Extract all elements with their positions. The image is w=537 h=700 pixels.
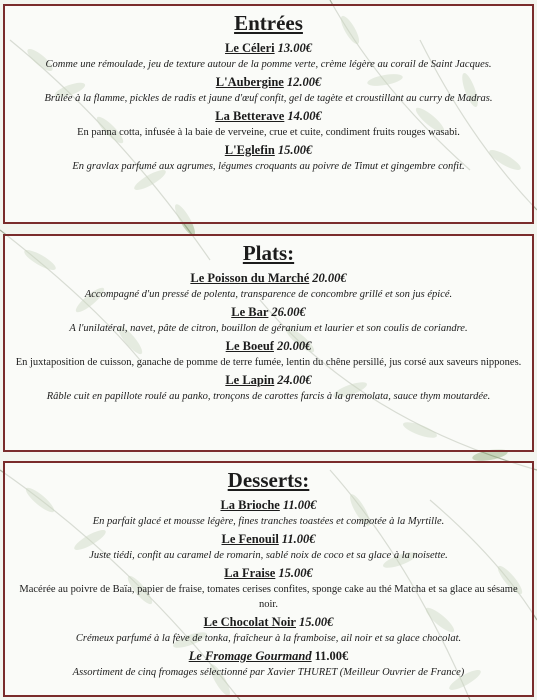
menu-item	[5, 530, 532, 563]
item-description: Brûlée à la flamme, pickles de radis et jaune d'œuf confit, gel de tagète et croustillant au curry de Madras.	[44, 93, 493, 104]
item-name: Le Lapin	[225, 373, 275, 387]
menu-item	[5, 371, 532, 404]
item-description: En panna cotta, infusée à la baie de verveine, crue et cuite, condiment fruits rouges wasabi.	[77, 127, 460, 138]
item-name: Le Boeuf	[225, 339, 274, 353]
menu-item	[5, 73, 532, 106]
item-name: Le Céleri	[224, 41, 275, 55]
menu-item	[5, 303, 532, 336]
item-price: 24.00€	[277, 373, 312, 387]
item-name: Le Fenouil	[221, 532, 279, 546]
item-name: Le Chocolat Noir	[203, 615, 296, 629]
item-description: Juste tiédi, confit au caramel de romarin, sablé noix de coco et sa glace à la noisette.	[89, 550, 448, 561]
item-description: Assortiment de cinq fromages sélectionné par Xavier THURET (Meilleur Ouvrier de France)	[72, 667, 465, 678]
item-description: En juxtaposition de cuisson, ganache de pomme de terre fumée, lentin du chêne persillé, jus corsé aux saveurs nippones.	[15, 357, 522, 368]
menu-item	[5, 564, 532, 612]
item-price: 11.00€	[314, 649, 349, 663]
menu-item	[5, 141, 532, 174]
item-price: 14.00€	[287, 109, 322, 123]
item-name: L'Eglefin	[224, 143, 275, 157]
item-price: 26.00€	[271, 305, 306, 319]
item-name: La Fraise	[224, 566, 276, 580]
item-price: 11.00€	[282, 498, 317, 512]
menu-item	[5, 613, 532, 646]
item-price: 15.00€	[298, 615, 334, 629]
section-title: Desserts:	[227, 468, 310, 492]
item-name: Le Bar	[231, 305, 269, 319]
item-description: A l'unilatéral, navet, pâte de citron, bouillon de géranium et laurier et son coulis de coriandre.	[69, 323, 468, 334]
item-name: La Brioche	[220, 498, 280, 512]
section-desserts	[3, 461, 534, 697]
section-plats	[3, 234, 534, 452]
item-price: 12.00€	[286, 75, 322, 89]
item-name: Le Poisson du Marché	[190, 271, 310, 285]
item-name: Le Fromage Gourmand	[188, 649, 312, 663]
section-entrees	[3, 4, 534, 224]
item-price: 15.00€	[278, 566, 313, 580]
item-description: Accompagné d'un pressé de polenta, transparence de concombre grillé et son jus épicé.	[84, 289, 453, 300]
menu-item	[5, 337, 532, 370]
item-description: Comme une rémoulade, jeu de texture autour de la pomme verte, crème légère au corail de Saint Jacques.	[45, 59, 492, 70]
item-description: En parfait glacé et mousse légère, fines tranches toastées et compotée à la Myrtille.	[92, 516, 445, 527]
menu-item	[5, 107, 532, 140]
item-name: L'Aubergine	[215, 75, 284, 89]
item-price: 20.00€	[276, 339, 312, 353]
menu-item	[5, 269, 532, 302]
menu-item	[5, 496, 532, 529]
item-price: 11.00€	[281, 532, 316, 546]
menu-item	[5, 647, 532, 680]
item-description: En gravlax parfumé aux agrumes, légumes croquants au poivre de Timut et gingembre confit.	[72, 161, 465, 172]
item-price: 13.00€	[277, 41, 312, 55]
item-description: Macérée au poivre de Baïa, papier de fraise, tomates cerises confites, sponge cake au thé Matcha et sa glace au sésame noir.	[19, 584, 518, 610]
section-title: Plats:	[242, 241, 295, 265]
item-description: Râble cuit en papillote roulé au panko, tronçons de carottes farcis à la gremolata, sauce thym moutardée.	[46, 391, 491, 402]
item-price: 20.00€	[312, 271, 347, 285]
menu-item	[5, 39, 532, 72]
item-name: La Betterave	[215, 109, 285, 123]
section-title: Entrées	[234, 11, 303, 35]
item-price: 15.00€	[277, 143, 313, 157]
item-description: Crémeux parfumé à la fève de tonka, fraîcheur à la framboise, ail noir et sa glace chocolat.	[75, 633, 462, 644]
